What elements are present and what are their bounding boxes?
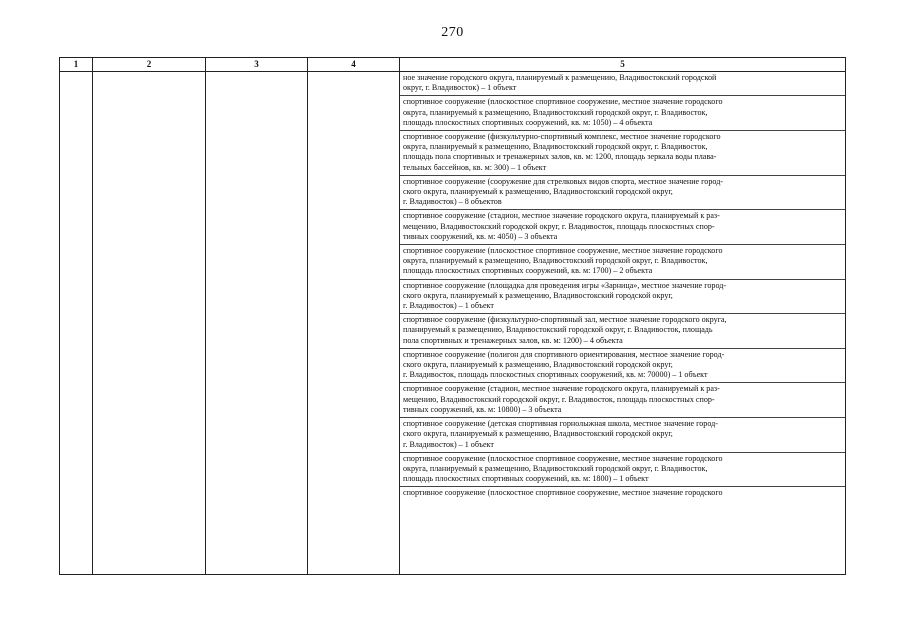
page-number: 270 [441, 25, 464, 40]
column-header-2: 2 [146, 59, 152, 69]
table-row: спортивное сооружение (стадион, местное значение городского округа, планируемый к раз- мещению, Владивостокский городской округ, г. Владивосток, площадь плоскостных спор- тивных сооружений, кв. м: 10800) – 3 объекта [400, 383, 845, 418]
table-row: спортивное сооружение (площадка для проведения игры «Зарница», местное значение город- ского округа, планируемый к размещению, Владивостокский городской округ, г. Владивосток) – 1 объект [400, 280, 845, 315]
table-row: спортивное сооружение (плоскостное спортивное сооружение, местное значение городского округа, планируемый к размещению, Владивостокский городской округ, г. Владивосток, площадь плоскостных спортивных сооружений, кв. м: 1700) – 2 объекта [400, 245, 845, 280]
table-row: спортивное сооружение (стадион, местное значение городского округа, планируемый к раз- мещению, Владивостокский городской округ, г. Владивосток, площадь плоскостных спор- тивных сооружений, кв. м: 4050) – 3 объекта [400, 210, 845, 245]
column-header-1: 1 [73, 59, 79, 69]
table-row: спортивное сооружение (плоскостное спортивное сооружение, местное значение городского округа, планируемый к размещению, Владивостокский городской округ, г. Владивосток, площадь плоскостных спортивных сооружений, кв. м: 1800) – 1 объект [400, 453, 845, 488]
column-divider [92, 58, 93, 574]
table-row: спортивное сооружение (физкультурно-спортивный комплекс, местное значение городского округа, планируемый к размещению, Владивостокский городской округ, г. Владивосток, площадь пола спортивных и тренажерных залов, кв. м: 1200, площадь зеркала воды плава- тельных бассейнов, кв. м: 300) – 1 объект [400, 131, 845, 176]
table-row: спортивное сооружение (сооружение для стрелковых видов спорта, местное значение город- ского округа, планируемый к размещению, Владивостокский городской округ, г. Владивосток) – 8 объектов [400, 176, 845, 211]
column-header-5: 5 [620, 59, 625, 69]
table-row: спортивное сооружение (плоскостное спортивное сооружение, местное значение городского [403, 488, 723, 498]
column-divider [307, 58, 308, 574]
table-header-row [60, 58, 845, 72]
column-header-3: 3 [254, 59, 259, 69]
table-row: ное значение городского округа, планируемый к размещению, Владивостокский городской округ, г. Владивосток) – 1 объект [400, 72, 845, 96]
table-row: спортивное сооружение (физкультурно-спортивный зал, местное значение городского округа, планируемый к размещению, Владивостокский городской округ, г. Владивосток, площадь пола спортивных и тренажерных залов, кв. м: 1200) – 4 объекта [400, 314, 845, 349]
column-divider [205, 58, 206, 574]
column-5-content [400, 72, 845, 574]
document-table [59, 57, 846, 575]
table-row: спортивное сооружение (детская спортивная горнолыжная школа, местное значение город- ского округа, планируемый к размещению, Владивостокский городской округ, г. Владивосток) – 1 объект [400, 418, 845, 453]
column-header-4: 4 [351, 59, 356, 69]
table-row: спортивное сооружение (плоскостное спортивное сооружение, местное значение городского округа, планируемый к размещению, Владивостокский городской округ, г. Владивосток, площадь плоскостных спортивных сооружений, кв. м: 1050) – 4 объекта [400, 96, 845, 131]
table-row: спортивное сооружение (полигон для спортивного ориентирования, местное значение город- ского округа, планируемый к размещению, Владивостокский городской округ, г. Владивосток, площадь плоскостных спортивных сооружений, кв. м: 70000) – 1 объект [400, 349, 845, 384]
